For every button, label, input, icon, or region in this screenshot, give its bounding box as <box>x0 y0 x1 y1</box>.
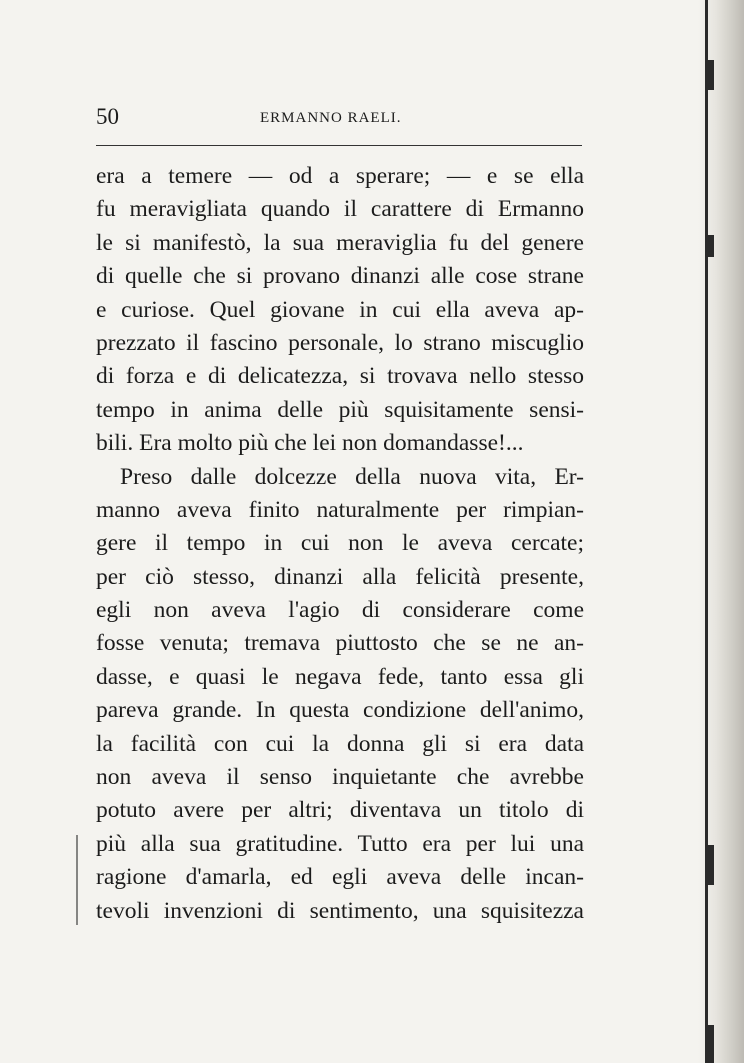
text-line: tempo in anima delle più squisitamente sensi- <box>96 396 584 423</box>
binding-notch <box>706 235 714 257</box>
text-line: la facilità con cui la donna gli si era data <box>96 730 584 757</box>
text-line: Preso dalle dolcezze della nuova vita, Er- <box>120 463 584 490</box>
binding-notch <box>706 1025 714 1063</box>
text-line: più alla sua gratitudine. Tutto era per lui una <box>96 830 584 857</box>
text-line: bili. Era molto più che lei non domandasse!... <box>96 430 524 457</box>
text-line: per ciò stesso, dinanzi alla felicità presente, <box>96 563 584 590</box>
body-text <box>96 160 584 928</box>
text-line: fosse venuta; tremava piuttosto che se ne an- <box>96 630 584 657</box>
text-line: prezzato il fascino personale, lo strano miscuglio <box>96 329 584 356</box>
text-line: tevoli invenzioni di sentimento, una squisitezza <box>96 897 584 924</box>
text-line: gere il tempo in cui non le aveva cercate; <box>96 530 584 557</box>
text-line: egli non aveva l'agio di considerare come <box>96 597 584 624</box>
text-line: fu meravigliata quando il carattere di Ermanno <box>96 196 584 223</box>
page-header <box>96 104 582 138</box>
binding-edge-line <box>705 0 708 1063</box>
header-rule <box>96 145 582 146</box>
page-number: 50 <box>96 104 119 129</box>
text-line: ragione d'amarla, ed egli aveva delle incan- <box>96 864 584 891</box>
text-line: e curiose. Quel giovane in cui ella aveva ap- <box>96 296 584 323</box>
binding-notch <box>706 845 714 885</box>
text-line: potuto avere per altri; diventava un titolo di <box>96 797 584 824</box>
margin-mark <box>76 835 78 925</box>
text-line: le si manifestò, la sua meraviglia fu del genere <box>96 229 584 256</box>
binding-notch <box>706 60 714 90</box>
text-line: dasse, e quasi le negava fede, tanto essa gli <box>96 663 584 690</box>
text-line: di forza e di delicatezza, si trovava nello stesso <box>96 363 584 390</box>
text-line: di quelle che si provano dinanzi alle cose strane <box>96 263 584 290</box>
running-title: ERMANNO RAELI. <box>260 110 402 126</box>
text-line: pareva grande. In questa condizione dell'animo, <box>96 697 584 724</box>
text-line: non aveva il senso inquietante che avrebbe <box>96 764 584 791</box>
text-line: manno aveva finito naturalmente per rimpian- <box>96 496 584 523</box>
text-line: era a temere — od a sperare; — e se ella <box>96 163 584 189</box>
